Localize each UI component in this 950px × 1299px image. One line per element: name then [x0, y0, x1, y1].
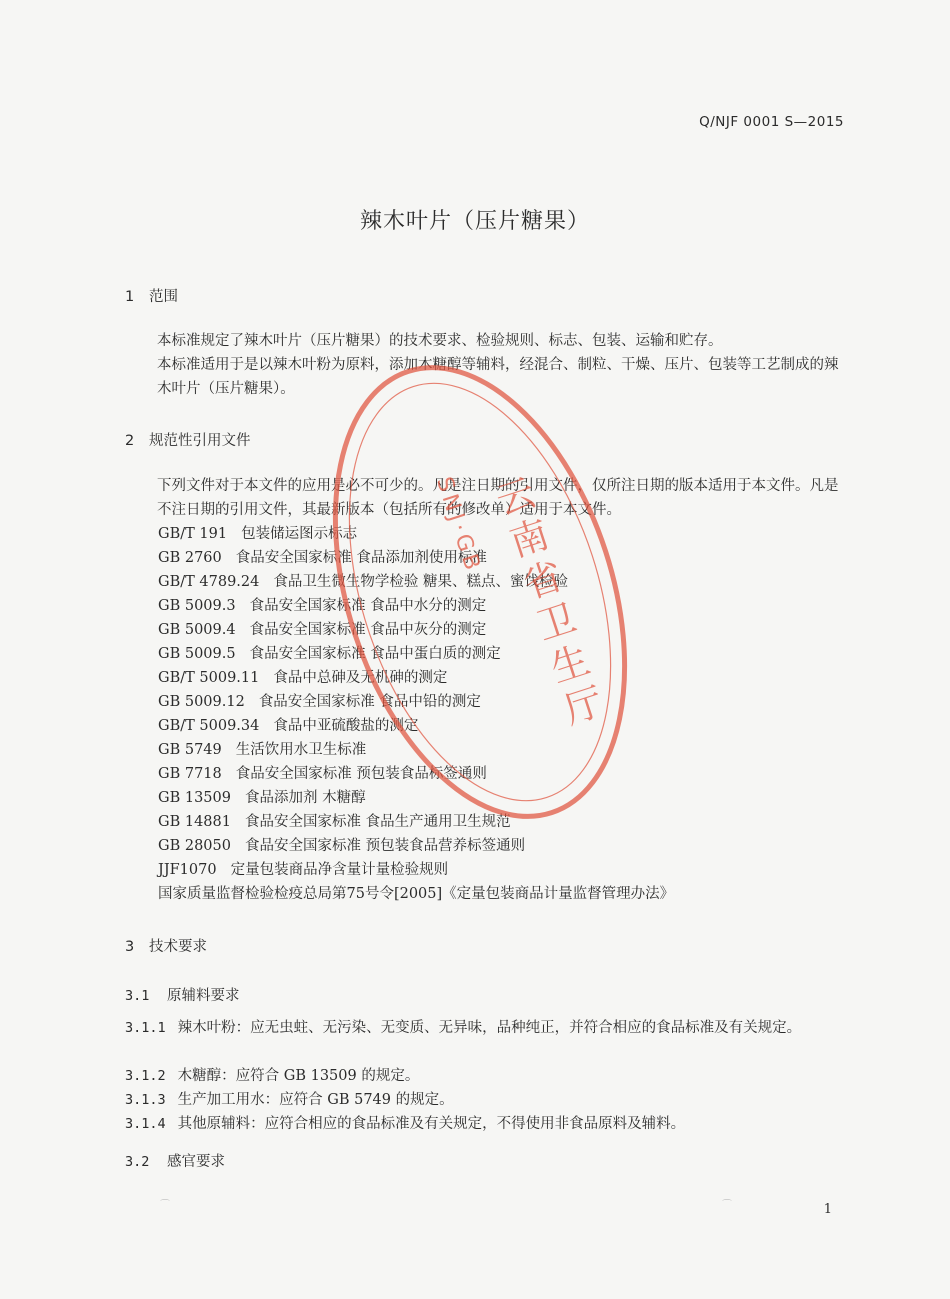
list-item [158, 594, 674, 618]
clause-number: 3.1.2 [125, 1068, 166, 1084]
list-item [158, 738, 674, 762]
clause-text: 辣木叶粉：应无虫蛀、无污染、无变质、无异味，品种纯正，并符合相应的食品标准及有关规定。 [177, 1020, 802, 1036]
list-item [158, 714, 674, 738]
reference-title: 食品安全国家标准 食品中灰分的测定 [249, 622, 487, 638]
clause-3-1-2 [125, 1064, 847, 1088]
subsection-number: 3.2 [125, 1154, 150, 1170]
clause-number: 3.1.1 [125, 1020, 166, 1036]
section-number: 3 [125, 939, 135, 955]
clause-number: 3.1.3 [125, 1092, 166, 1108]
clause-number: 3.1.4 [125, 1116, 166, 1132]
reference-title: 食品安全国家标准 预包装食品营养标签通则 [244, 838, 526, 854]
section-1-heading [125, 285, 178, 306]
reference-title: 食品卫生微生物学检验 糖果、糕点、蜜饯检验 [273, 574, 568, 590]
reference-title: 食品中总砷及无机砷的测定 [273, 670, 448, 686]
list-item [158, 858, 674, 882]
reference-code: GB 28050 [158, 838, 231, 854]
seal-text-upper: 云南省卫生厅 [485, 471, 609, 737]
clause-3-1-3 [125, 1088, 847, 1112]
list-item [158, 786, 674, 810]
section-1-body [125, 329, 847, 401]
reference-title: 国家质量监督检验检疫总局第75号令[2005]《定量包装商品计量监督管理办法》 [158, 886, 675, 902]
subsection-title: 感官要求 [167, 1154, 225, 1170]
reference-title: 食品安全国家标准 食品中蛋白质的测定 [249, 646, 501, 662]
reference-title: 食品安全国家标准 食品中铅的测定 [258, 694, 481, 710]
page-number: 1 [823, 1202, 832, 1217]
reference-code: GB 2760 [158, 550, 222, 566]
reference-code: GB/T 5009.34 [158, 718, 260, 734]
clause-3-1-4 [125, 1112, 847, 1136]
list-item [158, 882, 674, 906]
subsection-3-1-heading [125, 984, 240, 1005]
reference-code: GB 5009.4 [158, 622, 236, 638]
list-item [158, 522, 674, 546]
section-title: 规范性引用文件 [149, 433, 251, 449]
section-title: 技术要求 [149, 939, 207, 955]
reference-title: 食品安全国家标准 预包装食品标签通则 [235, 766, 487, 782]
reference-title: 定量包装商品净含量计量检验规则 [230, 862, 449, 878]
paragraph: 本标准规定了辣木叶片（压片糖果）的技术要求、检验规则、标志、包装、运输和贮存。 [157, 333, 723, 349]
reference-title: 包装储运图示标志 [241, 526, 358, 542]
reference-title: 食品添加剂 木糖醇 [244, 790, 366, 806]
section-number: 2 [125, 433, 135, 449]
clause-3-1-1 [125, 1016, 847, 1040]
document-code: Q/NJF 0001 S—2015 [699, 114, 844, 130]
reference-code: GB/T 191 [158, 526, 228, 542]
reference-code: JJF1070 [158, 862, 217, 878]
clause-text: 其他原辅料：应符合相应的食品标准及有关规定，不得使用非食品原料及辅料。 [177, 1116, 686, 1132]
reference-code: GB 5009.3 [158, 598, 236, 614]
reference-title: 生活饮用水卫生标准 [235, 742, 367, 758]
clause-text: 木糖醇：应符合 GB 13509 的规定。 [177, 1068, 420, 1084]
section-2-intro [125, 474, 847, 522]
paragraph: 本标准适用于是以辣木叶粉为原料，添加木糖醇等辅料，经混合、制粒、干燥、压片、包装等工艺制成的辣木叶片（压片糖果）。 [157, 357, 839, 397]
reference-title: 食品中亚硫酸盐的测定 [273, 718, 419, 734]
subsection-number: 3.1 [125, 988, 150, 1004]
reference-code: GB 5749 [158, 742, 222, 758]
list-item [158, 810, 674, 834]
list-item [158, 666, 674, 690]
list-item [158, 762, 674, 786]
list-item [158, 618, 674, 642]
list-item [158, 690, 674, 714]
section-3-heading [125, 935, 207, 956]
reference-code: GB/T 5009.11 [158, 670, 260, 686]
scan-mark: ⌒ [160, 1200, 170, 1211]
section-title: 范围 [149, 289, 178, 305]
reference-code: GB 5009.5 [158, 646, 236, 662]
list-item [158, 546, 674, 570]
subsection-title: 原辅料要求 [167, 988, 240, 1004]
reference-code: GB/T 4789.24 [158, 574, 260, 590]
seal-text-inner: SNJ·GB [431, 474, 486, 577]
section-number: 1 [125, 289, 135, 305]
reference-code: GB 13509 [158, 790, 231, 806]
document-title: 辣木叶片（压片糖果） [359, 209, 590, 234]
reference-list [158, 522, 674, 906]
list-item [158, 642, 674, 666]
clause-text: 生产加工用水：应符合 GB 5749 的规定。 [177, 1092, 454, 1108]
scan-mark: ⌒ [722, 1200, 732, 1211]
reference-title: 食品安全国家标准 食品添加剂使用标准 [235, 550, 487, 566]
reference-title: 食品安全国家标准 食品中水分的测定 [249, 598, 487, 614]
reference-code: GB 14881 [158, 814, 231, 830]
reference-code: GB 7718 [158, 766, 222, 782]
section-2-heading [125, 429, 251, 450]
list-item [158, 834, 674, 858]
list-item [158, 570, 674, 594]
paragraph: 下列文件对于本文件的应用是必不可少的。凡是注日期的引用文件，仅所注日期的版本适用于本文件。凡是不注日期的引用文件，其最新版本（包括所有的修改单）适用于本文件。 [157, 478, 839, 518]
subsection-3-2-heading [125, 1150, 225, 1171]
reference-title: 食品安全国家标准 食品生产通用卫生规范 [244, 814, 511, 830]
reference-code: GB 5009.12 [158, 694, 245, 710]
